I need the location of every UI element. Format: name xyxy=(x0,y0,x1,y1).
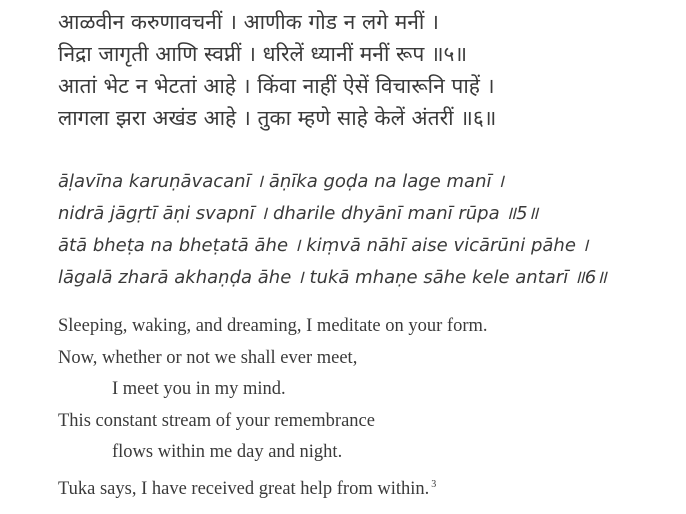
transliteration-line-1: āḷavīna karuṇāvacanī । āṇīka goḍa na lage manī । xyxy=(58,171,505,192)
transliteration-verse xyxy=(58,166,607,294)
translation-line-2: Now, whether or not we shall ever meet, xyxy=(58,347,358,368)
english-translation xyxy=(58,311,488,505)
transliteration-line-4: lāgalā zharā akhaṇḍa āhe । tukā mhaṇe sāhe kele antarī ॥6॥ xyxy=(58,267,607,288)
transliteration-line-2: nidrā jāgṛtī āṇi svapnī । dharile dhyānī manī rūpa ॥5॥ xyxy=(58,203,539,224)
translation-line-6-text: Tuka says, I have received great help from within. xyxy=(58,478,430,499)
devanagari-line-2: निद्रा जागृती आणि स्वप्नीं । धरिलें ध्यानीं मनीं रूप ॥५॥ xyxy=(58,42,468,66)
transliteration-line-3: ātā bheṭa na bheṭatā āhe । kiṃvā nāhī aise vicārūni pāhe । xyxy=(58,235,589,256)
devanagari-verse xyxy=(58,6,496,134)
devanagari-line-4: लागला झरा अखंड आहे । तुका म्हणे साहे केलें अंतरीं ॥६॥ xyxy=(58,106,497,130)
footnote-marker[interactable]: 3 xyxy=(431,478,437,490)
translation-line-4: This constant stream of your remembrance xyxy=(58,410,375,431)
translation-line-6 xyxy=(58,469,488,506)
devanagari-line-1: आळवीन करुणावचनीं । आणीक गोड न लगे मनीं । xyxy=(58,10,440,34)
devanagari-line-3: आतां भेट न भेटतां आहे । किंवा नाहीं ऐसें विचारूनि पाहें । xyxy=(58,74,495,98)
translation-line-1: Sleeping, waking, and dreaming, I meditate on your form. xyxy=(58,316,488,336)
translation-line-3: I meet you in my mind. xyxy=(112,379,286,399)
translation-line-5: flows within me day and night. xyxy=(112,442,343,462)
